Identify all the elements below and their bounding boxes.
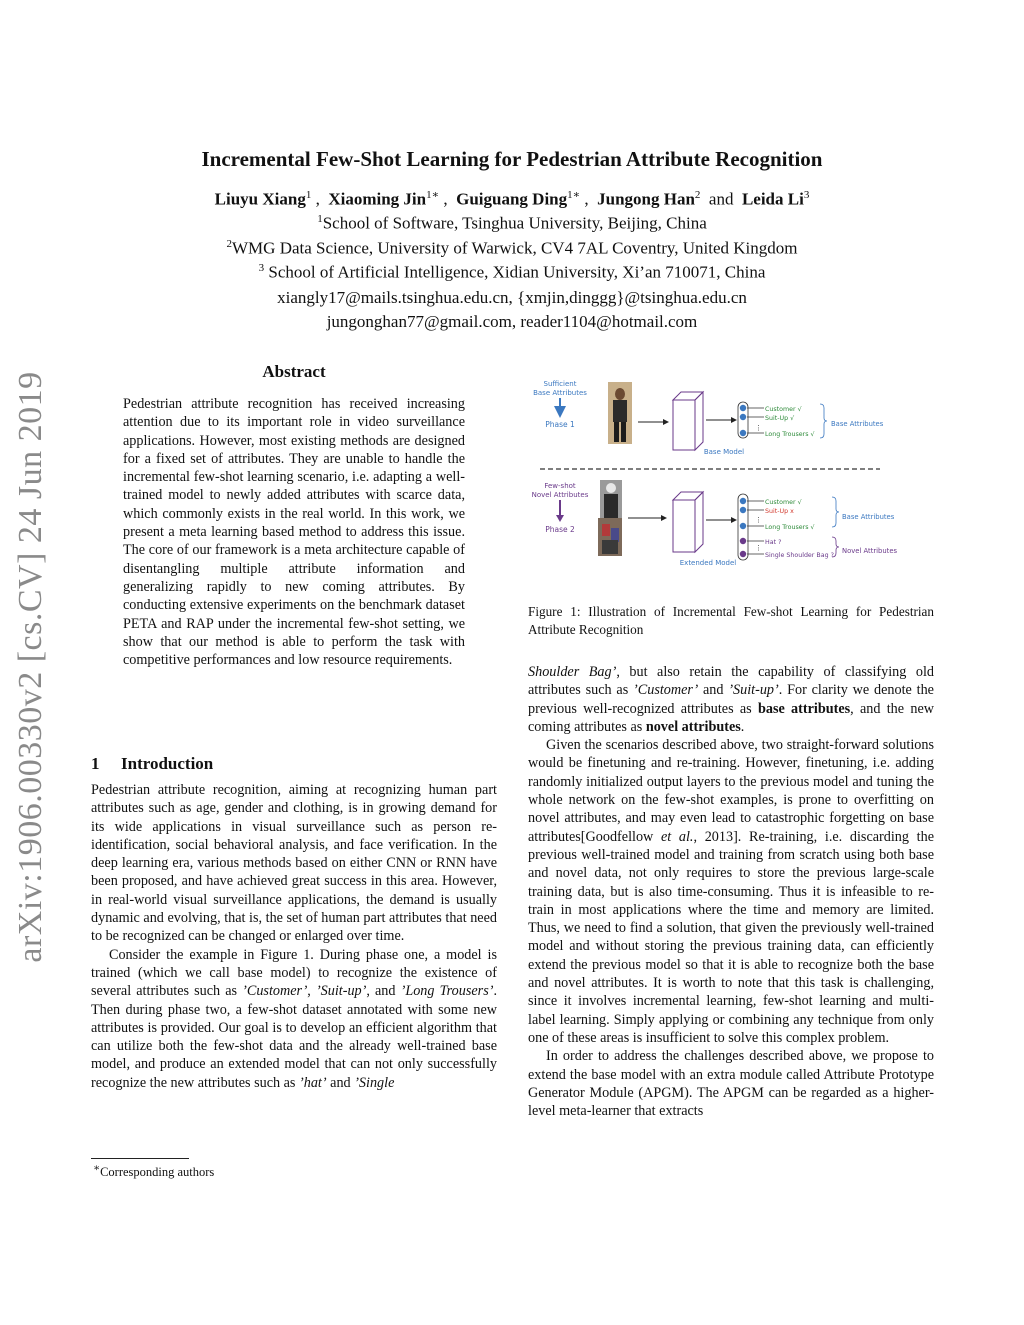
- phase1-bottom-label: Base Attributes: [533, 389, 587, 397]
- person-body: [613, 400, 627, 422]
- phase2-top-label: Few-shot: [544, 482, 576, 490]
- crowd-patch: [611, 528, 619, 542]
- base-attributes-label: Base Attributes: [831, 420, 884, 428]
- section-number: 1: [91, 754, 100, 773]
- attr-suitup-wrong: Suit-Up x: [765, 508, 794, 515]
- affiliation-text: School of Artificial Intelligence, Xidian University, Xi’an 710071, China: [264, 262, 766, 282]
- author-sup: 3: [803, 189, 810, 201]
- output-node: [740, 498, 746, 504]
- affiliation: [0, 238, 1024, 259]
- phase1-top-label: Sufficient: [543, 380, 577, 388]
- output-node: [740, 405, 746, 411]
- output-node: [740, 414, 746, 420]
- author-sup: 1∗: [567, 189, 581, 201]
- text-run: , but also retain the capability of classifying old attributes such as: [528, 664, 934, 699]
- person-head: [615, 388, 625, 400]
- person-hat: [606, 483, 616, 493]
- attr-hat: Hat ?: [765, 539, 782, 546]
- attr-customer: Customer √: [765, 499, 802, 506]
- text-run: . For clarity we denote the previous well-recognized attributes as: [528, 682, 934, 717]
- attr-customer: Customer √: [765, 406, 802, 413]
- crowd-patch: [602, 524, 610, 536]
- abstract-paragraph: Pedestrian attribute recognition has received increasing attention due to its important role in video surveillance applications. However, most existing methods are designed for a fixed set of attributes. They are unable to handle the incremental few-shot learning scenario, i.e. adapting a well-trained model to newly added attributes with scarce data, which commonly exists in the real world. In this work, we present a meta learning based method to address this issue. The core of our framework is a meta architecture capable of disentangling multiple attribute information and generalizing rapidly to new coming attributes. By conducting extensive experiments on the benchmark dataset PETA and RAP under the incremental few-shot setting, we show that our method is able to perform the task with competitive performances and low resource requirements.: [123, 396, 465, 669]
- figure-caption: Figure 1: Illustration of Incremental Few-shot Learning for Pedestrian Attribute Recognition: [528, 604, 934, 637]
- footnote-mark: ∗: [93, 1163, 101, 1174]
- footnote: [93, 1162, 214, 1180]
- footnote-text: Corresponding authors: [100, 1165, 215, 1180]
- base-attributes-label: Base Attributes: [842, 513, 895, 521]
- extended-model-label: Extended Model: [679, 559, 737, 567]
- affiliation-text: WMG Data Science, University of Warwick, CV4 7AL Coventry, United Kingdom: [232, 238, 798, 258]
- attr-long-trousers: Long Trousers √: [765, 431, 815, 438]
- text-run: , and the new coming attributes as: [528, 700, 934, 735]
- affiliation: [0, 262, 1024, 283]
- crowd-patch: [602, 540, 618, 554]
- author-name: Leida Li: [741, 189, 804, 209]
- text-run: and: [698, 682, 729, 699]
- phase2-arrowhead: [556, 515, 564, 522]
- author-name: Liuyu Xiang: [214, 189, 306, 209]
- bold-term: novel attributes: [645, 718, 741, 735]
- base-attr-brace: [820, 404, 827, 438]
- bold-term: base attributes: [757, 700, 851, 717]
- right-paragraph-2: [528, 736, 934, 1047]
- author-name: Guiguang Ding: [456, 189, 568, 209]
- person-body: [604, 494, 618, 518]
- text-run: Consider the example in Figure 1. During phase one, a model is trained (which we call base model) to recognize the existence of several attributes such as: [91, 946, 497, 1000]
- person-leg: [621, 422, 626, 442]
- intro-body: [91, 781, 497, 1092]
- text-run: , 2013]. Re-training, i.e. discarding the previous well-trained model and training from scratch using both base and novel data, not only requires to store the previous large-scale training data, but is also time-consuming. Thus it is infeasible to re-train in most applications where the time and memory are limited. Thus, we need to find a solution, that given the previously well-trained model and without storing the previous training data, can efficiently extend the previous model so that it is able to recognize both the base and novel attributes. It is worth to note that this task is challenging, since it involves incremental learning, few-shot learning and multi-label learning. Simply applying or combining any technique from only one of these areas is insufficient to solve this complex problem.: [528, 828, 934, 1046]
- phase1-label: Phase 1: [545, 420, 575, 429]
- italic-term: Shoulder Bag’: [528, 664, 617, 680]
- italic-term: ’Long Trousers’: [400, 983, 494, 1000]
- output-node: [740, 430, 746, 436]
- figure-1: [528, 372, 934, 572]
- italic-term: ’Suit-up’: [315, 983, 367, 1000]
- author-sup: 2: [694, 189, 701, 201]
- author-list: Liuyu Xiang$^1$ , Xiaoming Jin$^{1∗}$ , Guiguang Ding$^{1∗}$ , Jungong Han$^2$ and Leida Li$^3$: [214, 189, 810, 209]
- extended-model-box: [673, 492, 703, 552]
- novel-attributes-label: Novel Attributes: [842, 547, 898, 555]
- text-run: ,: [307, 983, 316, 1000]
- section-title: Introduction: [121, 754, 214, 773]
- affiliation-text: School of Software, Tsinghua University, Beijing, China: [322, 213, 707, 233]
- author-name: Jungong Han: [597, 189, 695, 209]
- attr-suitup: Suit-Up √: [765, 415, 795, 422]
- italic-term: ’Single: [354, 1074, 395, 1091]
- output-node: [740, 523, 746, 529]
- ellipsis: ⋮: [755, 424, 762, 432]
- ellipsis: ⋮: [755, 516, 762, 524]
- affiliation: [0, 213, 1024, 234]
- italic-term: ’Customer’: [633, 682, 699, 699]
- abstract-text: [123, 395, 465, 669]
- section-heading: [91, 754, 213, 774]
- output-node: [740, 507, 746, 513]
- novel-output-node: [740, 551, 746, 557]
- ellipsis: ⋮: [755, 544, 762, 552]
- text-run: . Then during phase two, a few-shot dataset annotated with some new attributes is provided. Our goal is to develop an efficient algorithm that can utilize both the few-shot data and the already well-trained base model, and produce an extended model that can not only successfully recognize the new attributes such as: [91, 983, 497, 1091]
- attr-long-trousers: Long Trousers √: [765, 524, 815, 531]
- email-line: jungonghan77@gmail.com, reader1104@hotmail.com: [326, 312, 698, 331]
- paper-title: Incremental Few-Shot Learning for Pedestrian Attribute Recognition: [201, 147, 823, 171]
- person-leg: [614, 422, 619, 442]
- attr-single-shoulder-bag: Single Shoulder Bag ?: [765, 552, 834, 559]
- base-attr-brace: [832, 497, 839, 527]
- text-run: Given the scenarios described above, two straight-forward solutions would be finetuning and re-training. However, finetuning, i.e. adding randomly initialized output layers to the previous model and tuning the whole network on the few-shot examples, is prone to overfitting on novel attributes, and may even lead to catastrophic forgetting on base attributes[Goodfellow: [528, 737, 934, 845]
- right-column-body: [528, 663, 934, 1120]
- affiliation-sup: 3: [258, 262, 265, 274]
- author-and: and: [708, 189, 734, 209]
- novel-output-node: [740, 538, 746, 544]
- arxiv-id: arXiv:1906.00330v2 [cs.CV] 24 Jun 2019: [12, 371, 49, 963]
- italic-term: ’Suit-up’: [728, 682, 779, 699]
- arxiv-sidebar: [0, 352, 62, 982]
- right-paragraph-3: In order to address the challenges described above, we propose to extend the base model with an extra module called Attribute Prototype Generator Module (APGM). The APGM can be regarded as a higher-level meta-learner that extracts: [528, 1048, 934, 1120]
- abstract-heading: Abstract: [262, 362, 326, 381]
- author-name: Xiaoming Jin: [328, 189, 427, 209]
- base-model-box: [673, 392, 703, 450]
- text-run: .: [740, 718, 745, 735]
- email-line: xiangly17@mails.tsinghua.edu.cn, {xmjin,dinggg}@tsinghua.edu.cn: [277, 288, 747, 307]
- right-paragraph-1: [528, 663, 934, 736]
- base-model-label: Base Model: [703, 448, 745, 456]
- phase2-bottom-label: Novel Attributes: [531, 491, 589, 499]
- text-run: and: [326, 1074, 355, 1091]
- text-run: , and: [366, 983, 401, 1000]
- italic-term: ’Customer’: [242, 983, 308, 1000]
- phase2-label: Phase 2: [545, 525, 575, 534]
- phase1-pedestrian-image: [608, 382, 632, 444]
- footnote-rule: [91, 1158, 189, 1159]
- affiliation-sup: 2: [226, 238, 232, 250]
- intro-paragraph-2: [91, 946, 497, 1092]
- italic-term: et al.: [660, 828, 694, 845]
- phase2-pedestrian-images: [598, 480, 622, 556]
- author-sup: 1∗: [426, 189, 440, 201]
- affiliation-sup: 1: [317, 213, 323, 225]
- italic-term: ’hat’: [299, 1074, 327, 1091]
- intro-paragraph-1: Pedestrian attribute recognition, aiming at recognizing human part attributes such as age, gender and clothing, is in growing demand for its wide applications in visual surveillance such as person re-identification, social behavioral analysis, and face verification. In the deep learning era, various methods based on either CNN or RNN have been proposed, and have achieved great success in this area. However, in real-world visual surveillance applications, the demand is usually dynamic and evolving, that is, the set of human part attributes that need to be recognized can be changed or enlarged over time.: [91, 782, 497, 945]
- author-sup: 1: [305, 189, 312, 201]
